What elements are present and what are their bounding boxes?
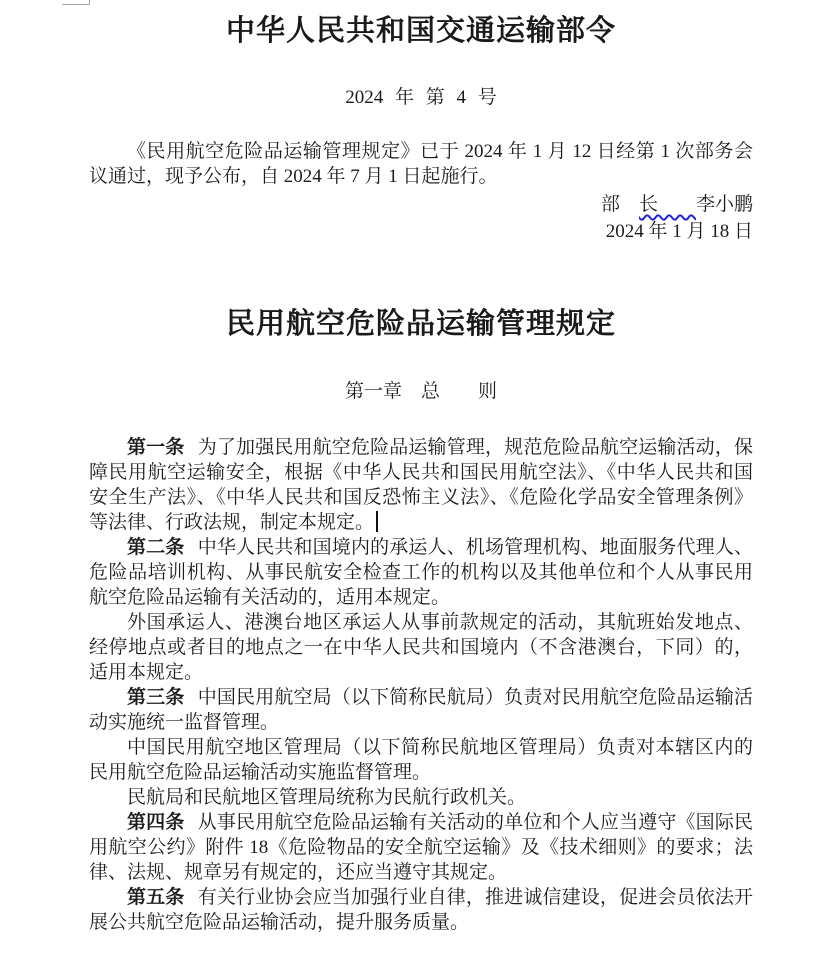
paragraph-text[interactable]: 为了加强民用航空危险品运输管理，规范危险品航空运输活动，保障民用航空运输安全，根据《中华人民共和国民用航空法》、《中华人民共和国安全生产法》、《中华人民共和国反恐怖主义法》、《危险化学品安全管理条例》等法律、行政法规，制定本规定。 — [89, 437, 753, 533]
chapter-heading[interactable]: 第一章 总 则 — [344, 381, 497, 402]
paragraph-text[interactable]: 中华人民共和国境内的承运人、机场管理机构、地面服务代理人、危险品培训机构、从事民航安全检查工作的机构以及其他单位和个人从事民用航空危险品运输有关活动的，适用本规定。 — [89, 537, 753, 608]
signature-block — [89, 191, 753, 245]
paragraph-text[interactable]: 外国承运人、港澳台地区承运人从事前款规定的活动，其航班始发地点、经停地点或者目的地点之一在中华人民共和国境内（不含港澳台，下同）的，适用本规定。 — [89, 612, 753, 683]
body-paragraph[interactable] — [89, 735, 753, 785]
promulgation-paragraph[interactable]: 《民用航空危险品运输管理规定》已于 2024 年 1 月 12 日经第 1 次部务会议通过，现予公布，自 2024 年 7 月 1 日起施行。 — [89, 141, 753, 187]
minister-title-spellcheck-squiggle[interactable]: 长 — [638, 194, 696, 215]
regulation-title[interactable]: 民用航空危险品运输管理规定 — [225, 308, 616, 340]
paragraph-text[interactable]: 有关行业协会应当加强行业自律，推进诚信建设，促进会员依法开展公共航空危险品运输活动，提升服务质量。 — [89, 887, 753, 933]
order-number[interactable]: 2024 年 第 4 号 — [345, 87, 497, 108]
minister-name[interactable]: 李小鹏 — [695, 194, 753, 215]
article-number-label[interactable]: 第二条 — [127, 537, 185, 558]
article-paragraph[interactable] — [89, 810, 753, 885]
paragraph-text[interactable]: 从事民用航空危险品运输有关活动的单位和个人应当遵守《国际民用航空公约》附件 18《危险物品的安全航空运输》及《技术细则》的要求；法律、法规、规章另有规定的，还应当遵守其规定。 — [89, 812, 753, 883]
body-paragraph[interactable] — [89, 610, 753, 685]
article-paragraph[interactable] — [89, 885, 753, 935]
article-number-label[interactable]: 第一条 — [127, 437, 185, 458]
body-paragraph[interactable] — [89, 785, 753, 810]
article-paragraph[interactable] — [89, 435, 753, 535]
article-paragraphs — [89, 435, 753, 935]
article-number-label[interactable]: 第三条 — [127, 687, 185, 708]
paragraph-text[interactable]: 民航局和民航地区管理局统称为民航行政机关。 — [127, 787, 527, 808]
article-paragraph[interactable] — [89, 535, 753, 610]
paragraph-text[interactable]: 中国民用航空地区管理局（以下简称民航地区管理局）负责对本辖区内的民用航空危险品运输活动实施监督管理。 — [89, 737, 753, 783]
paragraph-text[interactable]: 中国民用航空局（以下简称民航局）负责对民用航空危险品运输活动实施统一监督管理。 — [89, 687, 753, 733]
text-cursor — [376, 511, 378, 532]
order-title[interactable]: 中华人民共和国交通运输部令 — [225, 15, 616, 47]
article-number-label[interactable]: 第四条 — [127, 812, 185, 833]
article-paragraph[interactable] — [89, 685, 753, 735]
page-corner-marker — [62, 0, 90, 5]
signature-date[interactable]: 2024 年 1 月 18 日 — [605, 221, 753, 242]
minister-signature-line[interactable] — [89, 191, 753, 218]
minister-title-prefix[interactable]: 部 — [600, 194, 639, 215]
article-number-label[interactable]: 第五条 — [127, 887, 185, 908]
